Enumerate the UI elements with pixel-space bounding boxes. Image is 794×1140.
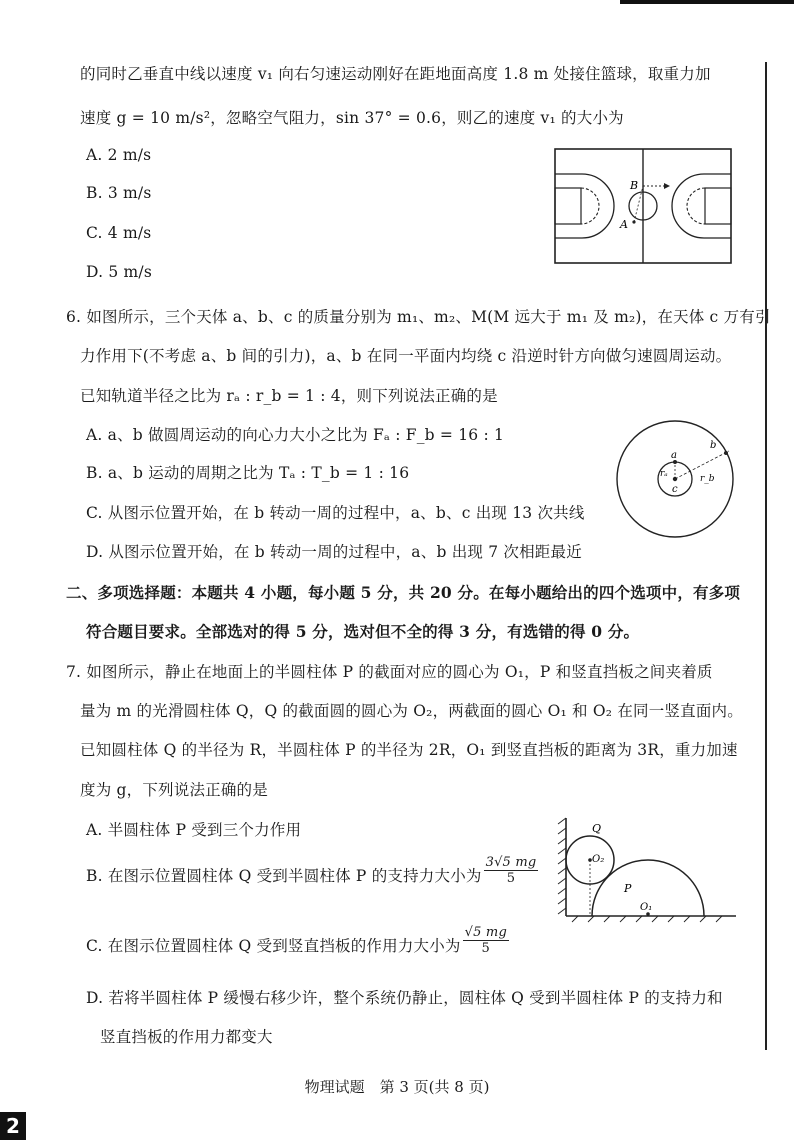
q6-text-line3: 已知轨道半径之比为 rₐ : r_b = 1 : 4，则下列说法正确的是: [80, 387, 498, 405]
q7-option-b-text: B. 在图示位置圆柱体 Q 受到半圆柱体 P 的支持力大小为: [86, 867, 482, 885]
right-margin-rule: [765, 62, 767, 1050]
section2-heading-line2: 符合题目要求。全部选对的得 5 分，选对但不全的得 3 分，有选错的得 0 分。: [86, 622, 640, 641]
q7-text-line4: 度为 g，下列说法正确的是: [80, 781, 268, 799]
q5-option-a: A. 2 m/s: [86, 146, 152, 164]
orbit-figure: [614, 418, 736, 540]
q7-text-line1: 7. 如图所示，静止在地面上的半圆柱体 P 的截面对应的圆心为 O₁，P 和竖直挡板之间夹着质: [66, 663, 713, 681]
q7-text-line2: 量为 m 的光滑圆柱体 Q，Q 的截面圆的圆心为 O₂，两截面的圆心 O₁ 和 O₂ 在同一竖直面内。: [80, 702, 743, 720]
q7-option-b-fraction: [484, 855, 539, 886]
cylinder-wall-figure: [556, 816, 738, 924]
q6-option-c: C. 从图示位置开始，在 b 转动一周的过程中，a、b、c 出现 13 次共线: [86, 504, 585, 522]
figure-label-o1: O₁: [640, 902, 653, 913]
q7-text-line3: 已知圆柱体 Q 的半径为 R，半圆柱体 P 的半径为 2R，O₁ 到竖直挡板的距离为 3R，重力加速: [80, 741, 738, 759]
basketball-court-figure: [554, 148, 732, 264]
q7-option-c-fraction: [463, 925, 509, 956]
court-label-b: B: [630, 179, 639, 192]
figure-label-p: P: [624, 882, 632, 895]
q7-option-a: A. 半圆柱体 P 受到三个力作用: [86, 821, 302, 839]
page-footer: 物理试题 第 3 页(共 8 页): [304, 1078, 490, 1096]
orbit-label-b: b: [710, 440, 717, 451]
page-tag: 2: [0, 1112, 26, 1140]
q6-text-line1: 6. 如图所示，三个天体 a、b、c 的质量分别为 m₁、m₂、M(M 远大于 m₁ 及 m₂)，在天体 c 万有引: [66, 308, 771, 326]
q5-option-d: D. 5 m/s: [86, 263, 152, 281]
q7-option-c: [86, 924, 511, 956]
court-label-a: A: [620, 218, 628, 231]
orbit-label-c: c: [672, 484, 678, 495]
section2-heading-line1: 二、多项选择题：本题共 4 小题，每小题 5 分，共 20 分。在每小题给出的四个选项中，有多项: [66, 583, 741, 602]
q5-text-line2: 速度 g = 10 m/s²，忽略空气阻力，sin 37° = 0.6，则乙的速度 v₁ 的大小为: [80, 109, 624, 127]
q7-option-d-line1: D. 若将半圆柱体 P 缓慢右移少许，整个系统仍静止，圆柱体 Q 受到半圆柱体 P 的支持力和: [86, 989, 723, 1007]
q7-option-c-denominator: 5: [481, 940, 491, 956]
q6-option-d: D. 从图示位置开始，在 b 转动一周的过程中，a、b 出现 7 次相距最近: [86, 543, 582, 561]
q7-option-b-denominator: 5: [506, 870, 516, 886]
q7-option-c-numerator: √5 mg: [464, 924, 507, 940]
q5-option-b: B. 3 m/s: [86, 184, 152, 202]
figure-label-o2: O₂: [592, 854, 605, 865]
q7-option-b: [86, 854, 540, 886]
q6-option-a: A. a、b 做圆周运动的向心力大小之比为 Fₐ : F_b = 16 : 1: [86, 426, 505, 444]
figure-label-q: Q: [592, 822, 602, 835]
q7-option-b-numerator: 3√5 mg: [485, 854, 537, 870]
q5-text-line1: 的同时乙垂直中线以速度 v₁ 向右匀速运动刚好在距地面高度 1.8 m 处接住篮球，取重力加: [80, 65, 711, 83]
orbit-label-a: a: [671, 450, 677, 461]
q6-text-line2: 力作用下(不考虑 a、b 间的引力)，a、b 在同一平面内均绕 c 沿逆时针方向做匀速圆周运动。: [80, 347, 732, 365]
q5-option-c: C. 4 m/s: [86, 224, 152, 242]
q6-option-b: B. a、b 运动的周期之比为 Tₐ : T_b = 1 : 16: [86, 464, 410, 482]
q7-option-c-text: C. 在图示位置圆柱体 Q 受到竖直挡板的作用力大小为: [86, 937, 461, 955]
orbit-label-rb: r_b: [700, 474, 715, 484]
top-edge-bar: [620, 0, 794, 4]
orbit-label-ra: rₐ: [660, 469, 668, 479]
q7-option-d-line2: 竖直挡板的作用力都变大: [100, 1028, 273, 1046]
